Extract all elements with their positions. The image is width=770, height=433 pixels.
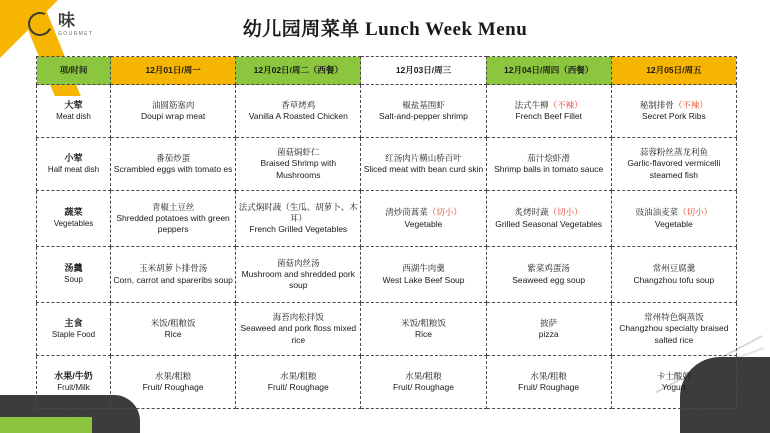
dish-cn: 豉油油麦菜: [635, 207, 679, 218]
dish-cn: 清炒茼蒿菜: [385, 207, 428, 218]
menu-cell: [611, 191, 736, 247]
dish-cn: 水果/粗粮: [530, 370, 567, 381]
menu-cell: [611, 303, 736, 356]
column-header-tuesday: 12月02日/周二（西餐）: [236, 57, 361, 85]
dish-cn: 秘制排骨: [639, 99, 674, 110]
category-cn: 主食: [64, 317, 83, 328]
dish-en: Changzhou specialty braised salted rice: [619, 323, 729, 345]
dish-cn: 茄汁烩虾滑: [527, 152, 570, 163]
dish-cn: 卡士酸奶: [656, 370, 691, 381]
category-cn: 小荤: [64, 152, 83, 163]
table-row: [37, 356, 737, 409]
dish-cn: 菌菇肉丝汤: [277, 257, 320, 268]
menu-cell: [236, 356, 361, 409]
dish-cn: 米饭/粗粮饭: [150, 317, 196, 328]
bottom-left-green-bar: [0, 417, 92, 433]
dish-en: Fruit/ Roughage: [267, 382, 329, 392]
dish-cn: 番茄炒蛋: [156, 152, 191, 163]
column-header-thursday: 12月04日/周四（西餐）: [486, 57, 611, 85]
dish-en: West Lake Beef Soup: [382, 274, 465, 285]
menu-cell: [611, 85, 736, 138]
column-header-wednesday: 12月03日/周三: [361, 57, 486, 85]
menu-cell: [111, 303, 236, 356]
dish-en: Braised Shrimp with Mushrooms: [260, 158, 337, 180]
table-row: [37, 303, 737, 356]
dish-en: Shredded potatoes with green peppers: [116, 212, 230, 235]
row-category-fruit-milk: [37, 356, 111, 409]
column-header-category: 项/时间: [37, 57, 111, 85]
row-category-staple-food: [37, 303, 111, 356]
menu-cell: [236, 247, 361, 303]
menu-cell: [361, 356, 486, 409]
logo-chinese-text: 味: [58, 11, 76, 31]
dish-en: Fruit/ Roughage: [518, 382, 580, 392]
dish-en: Sliced meat with bean curd skin: [363, 164, 484, 174]
dish-cn: 西湖牛肉羹: [402, 263, 445, 274]
dish-en: Garlic-flavored vermicelli steamed fish: [627, 158, 721, 180]
brand-logo: [28, 12, 93, 38]
row-category-vegetables: [37, 191, 111, 247]
category-cn: 蔬菜: [64, 207, 83, 218]
dish-en: pizza: [538, 329, 559, 339]
menu-cell: [611, 138, 736, 191]
row-category-meat-dish: [37, 85, 111, 138]
dish-note: （不辣）: [673, 99, 708, 110]
menu-cell: [486, 191, 611, 247]
category-en: Staple Food: [51, 329, 96, 339]
dish-note: （切小）: [678, 207, 713, 218]
dish-cn: 法式牛柳: [514, 99, 549, 110]
logo-c-icon: [28, 12, 54, 38]
dish-cn: 紫菜鸡蛋汤: [527, 263, 570, 274]
row-category-soup: [37, 247, 111, 303]
menu-cell: [486, 85, 611, 138]
dish-cn: 油圆筋塞肉: [151, 99, 195, 110]
column-header-friday: 12月05日/周五: [611, 57, 736, 85]
dish-en: Rice: [414, 329, 432, 339]
menu-cell: [111, 138, 236, 191]
menu-cell: [611, 356, 736, 409]
dish-cn: 香草烤鸡: [281, 99, 316, 110]
logo-english-text: GOURMET: [58, 31, 94, 37]
menu-cell: [111, 191, 236, 247]
menu-cell: [486, 247, 611, 303]
category-cn: 汤羹: [64, 263, 83, 274]
menu-cell: [236, 85, 361, 138]
dish-en: Changzhou tofu soup: [633, 274, 715, 285]
page-title: 幼儿园周菜单 Lunch Week Menu: [242, 19, 528, 40]
dish-cn: 炙烤时蔬: [514, 207, 549, 218]
dish-cn: 青椒土豆丝: [151, 201, 195, 212]
dish-en: Fruit/ Roughage: [392, 382, 454, 392]
dish-cn: 常州特色焖蒸饭: [644, 312, 704, 323]
column-header-monday: 12月01日/周一: [111, 57, 236, 85]
menu-cell: [486, 138, 611, 191]
dish-en: Vegetable: [404, 218, 443, 229]
menu-cell: [486, 303, 611, 356]
dish-en: Vegetable: [654, 218, 693, 229]
category-en: Half meat dish: [47, 164, 100, 174]
dish-en: Seaweed and pork floss mixed rice: [240, 323, 357, 345]
dish-en: Scrambled eggs with tomato es: [113, 164, 233, 174]
dish-en: French Grilled Vegetables: [249, 224, 348, 235]
dish-note: （切小）: [427, 207, 462, 218]
menu-cell: [361, 85, 486, 138]
dish-cn: 水果/粗粮: [405, 370, 442, 381]
dish-en: Seaweed egg soup: [512, 274, 586, 285]
dish-cn: 椒盐基围虾: [402, 99, 445, 110]
menu-cell: [111, 356, 236, 409]
dish-en: Grilled Seasonal Vegetables: [495, 218, 603, 229]
table-row: [37, 247, 737, 303]
dish-en: Salt-and-pepper shrimp: [379, 111, 468, 121]
menu-cell: [361, 247, 486, 303]
menu-table: [36, 56, 737, 409]
dish-en: Doupi wrap meat: [140, 111, 206, 121]
menu-cell: [236, 191, 361, 247]
dish-note: （切小）: [548, 207, 583, 218]
menu-cell: [236, 303, 361, 356]
category-cn: 大荤: [64, 99, 83, 110]
menu-cell: [236, 138, 361, 191]
dish-note: （不辣）: [548, 99, 583, 110]
category-cn: 水果/牛奶: [54, 370, 93, 381]
table-header-row: [37, 57, 737, 85]
dish-cn: 水果/粗粮: [154, 370, 192, 381]
dish-cn: 披萨: [540, 317, 558, 328]
menu-cell: [361, 191, 486, 247]
menu-cell: [361, 138, 486, 191]
menu-cell: [486, 356, 611, 409]
menu-table-container: [36, 56, 736, 409]
dish-cn: 玉米胡萝卜排骨汤: [139, 263, 208, 274]
dish-cn: 米饭/粗粮饭: [401, 317, 446, 328]
dish-cn: 水果/粗粮: [280, 370, 317, 381]
dish-cn: 海苔肉松拌饭: [272, 312, 324, 323]
dish-en: Rice: [164, 329, 182, 339]
dish-cn: 菌菇焗虾仁: [277, 147, 320, 158]
dish-cn: 常州豆腐羹: [652, 263, 696, 274]
dish-cn: 红汤肉片横山桥百叶: [385, 152, 462, 163]
row-category-half-meat-dish: [37, 138, 111, 191]
dish-en: Yogurt: [661, 382, 686, 392]
menu-cell: [611, 247, 736, 303]
menu-cell: [111, 247, 236, 303]
table-row: [37, 138, 737, 191]
menu-cell: [111, 85, 236, 138]
dish-cn: 蒜蓉粉丝蒸龙利鱼: [639, 147, 708, 158]
category-en: Vegetables: [53, 219, 94, 229]
category-en: Fruit/Milk: [57, 382, 90, 392]
category-en: Soup: [64, 275, 83, 285]
table-row: [37, 85, 737, 138]
dish-en: French Beef Fillet: [515, 111, 582, 121]
dish-en: Mushroom and shredded pork soup: [241, 268, 355, 291]
category-en: Meat dish: [56, 111, 91, 121]
dish-en: Vanilla A Roasted Chicken: [248, 111, 348, 121]
dish-en: Secret Pork Ribs: [641, 111, 706, 121]
dish-en: Corn, carrot and spareribs soup: [113, 274, 233, 285]
dish-cn: 法式焖时蔬（生瓜、胡萝卜、木耳）: [238, 201, 358, 223]
dish-en: Shrimp balls in tomato sauce: [494, 164, 604, 174]
table-row: [37, 191, 737, 247]
dish-en: Fruit/ Roughage: [142, 382, 204, 392]
menu-cell: [361, 303, 486, 356]
